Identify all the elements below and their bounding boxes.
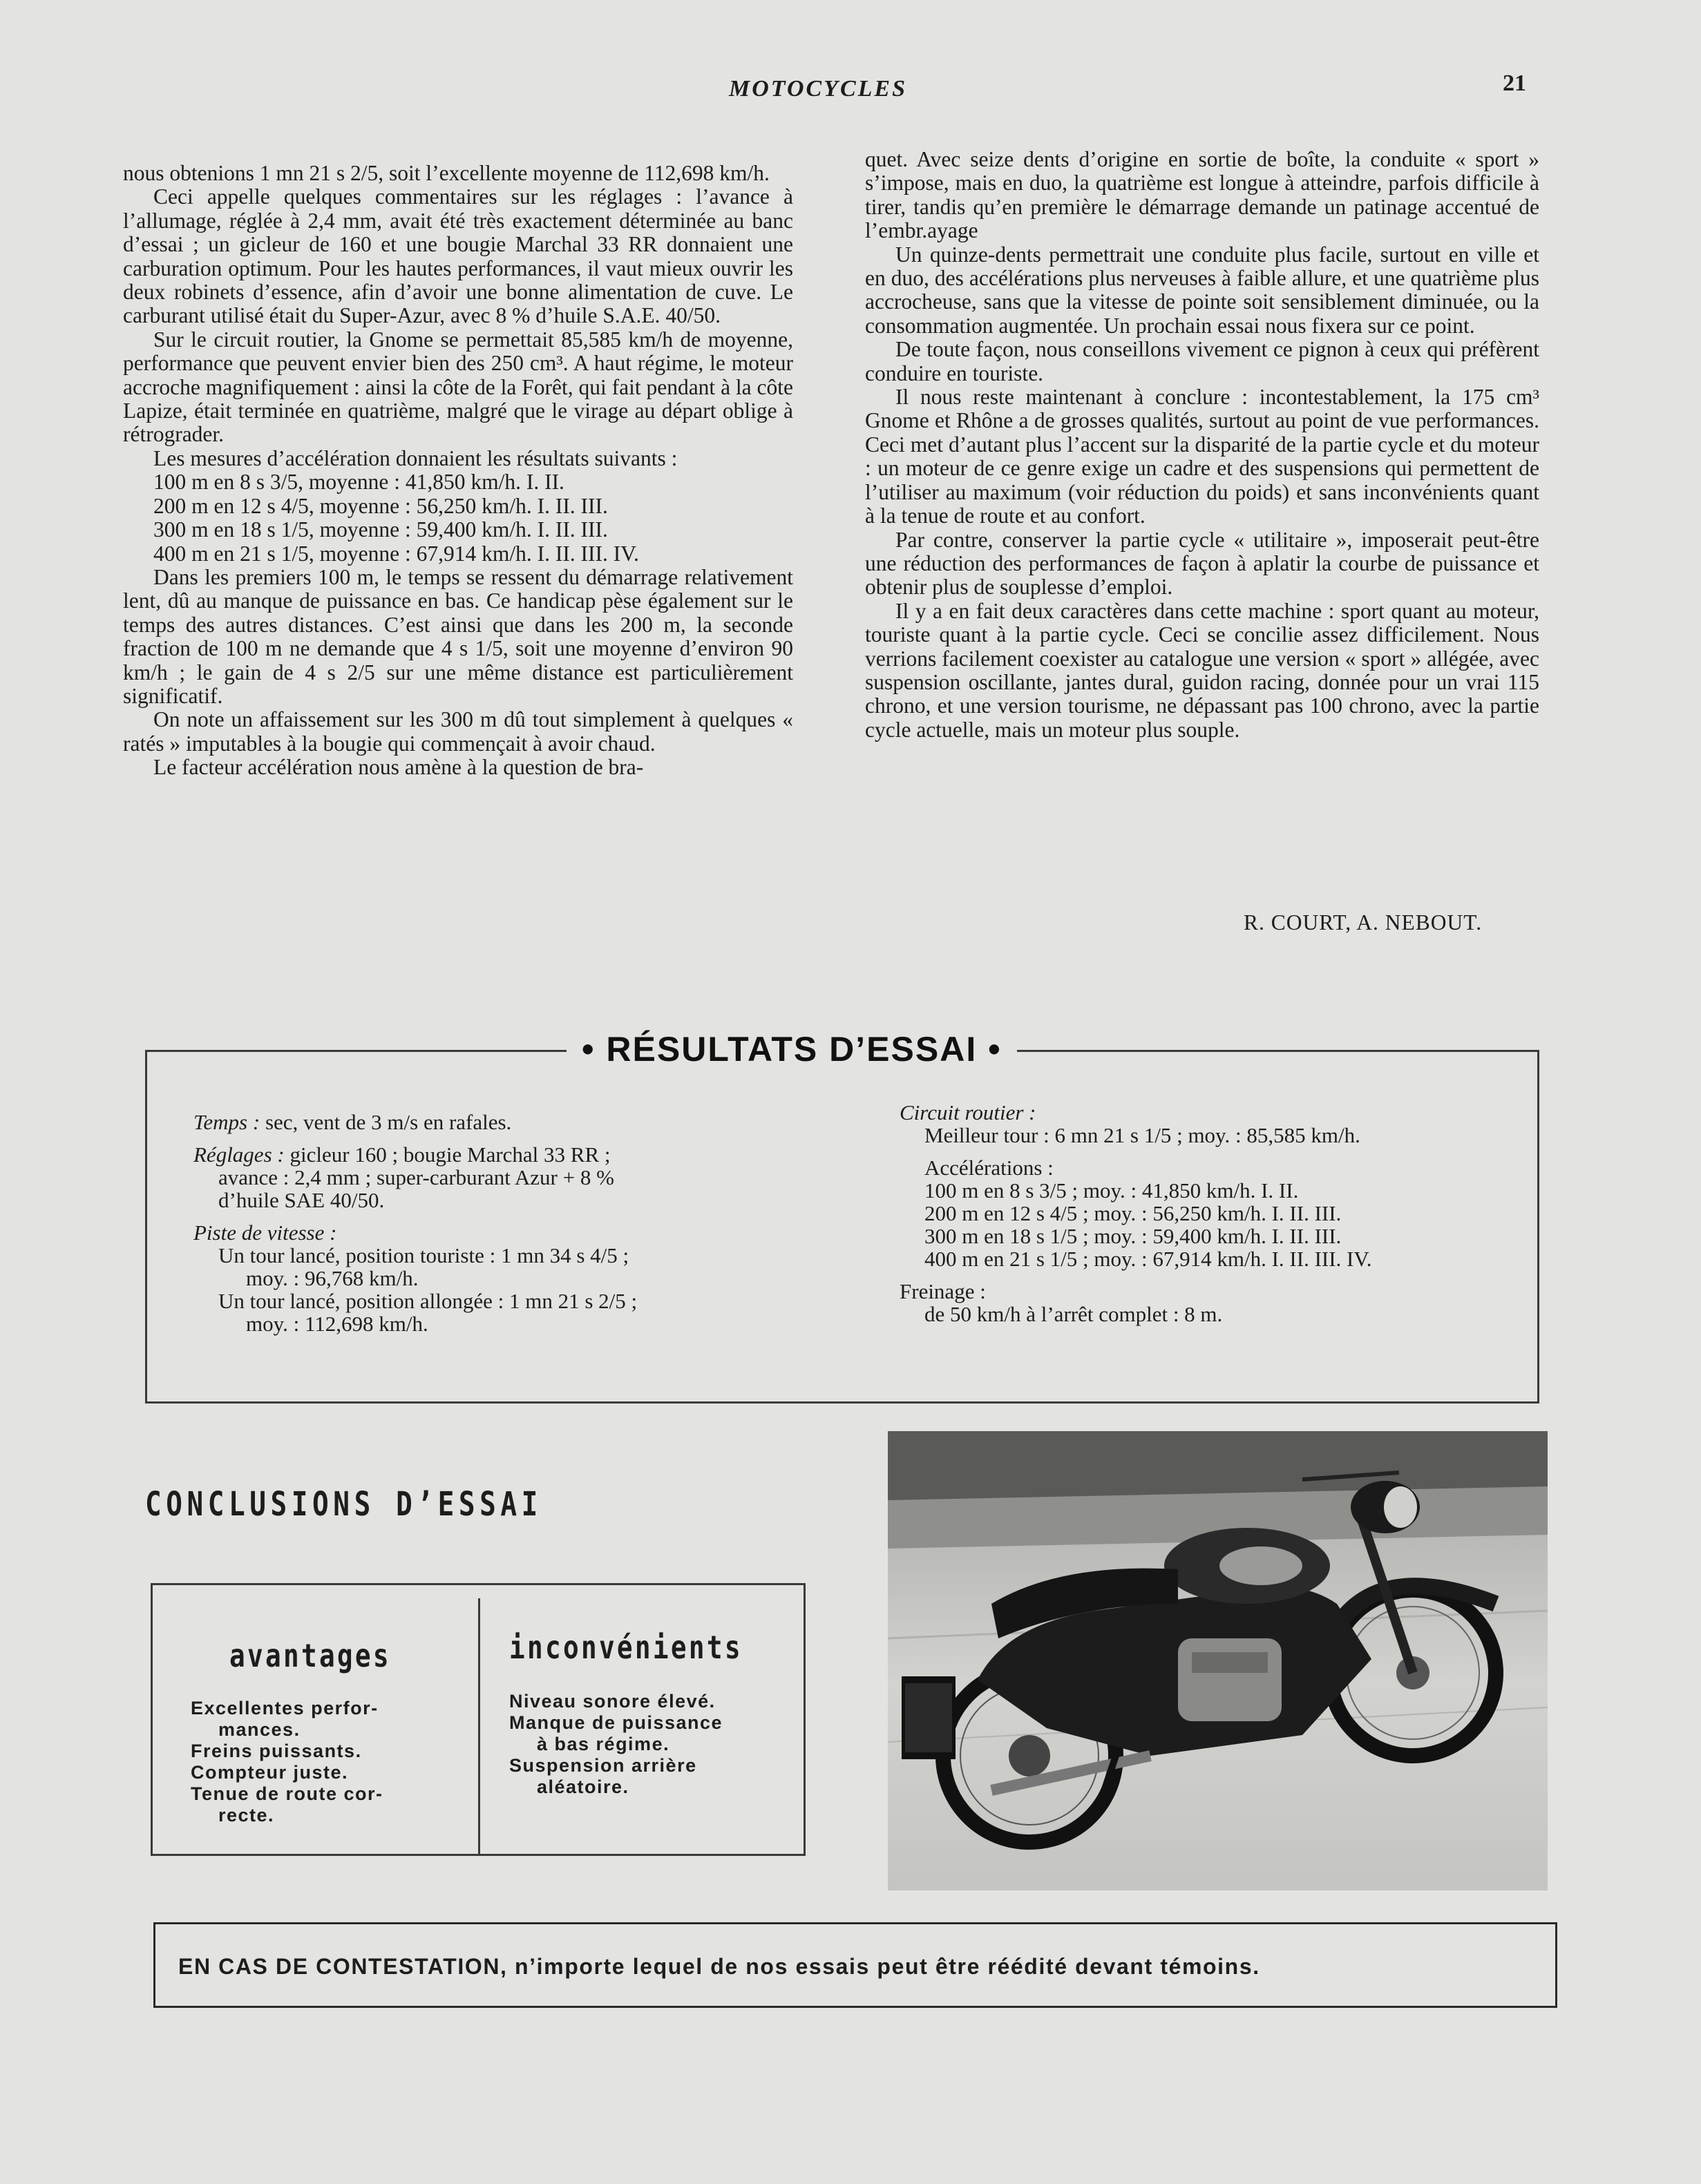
advantages-heading: avantages <box>229 1637 391 1674</box>
list-item: Niveau sonore élevé. <box>509 1691 716 1712</box>
list-item: Freins puissants. <box>191 1741 362 1761</box>
results-left-column <box>193 1111 788 1345</box>
article-left-column <box>123 162 793 780</box>
article-signature: R. COURT, A. NEBOUT. <box>1244 910 1483 935</box>
list-item: Excellentes perfor- <box>191 1698 379 1718</box>
paragraph: Dans les premiers 100 m, le temps se ressent du démarrage relativement lent, dû au manque de puissance en bas. Ce handicap pèse également sur le temps des autres distances. C’est ainsi que dans les 200 m, la seconde fraction de 100 m ne demande que 4 s 1/5, soit une moyenne d’environ 90 km/h ; le gain de 4 s 2/5 sur une même distance est particulièrement significatif. <box>123 564 793 708</box>
motorcycle-illustration <box>888 1431 1548 1890</box>
piste-line: Un tour lancé, position touriste : 1 mn 34 s 4/5 ; <box>218 1243 629 1267</box>
freinage-label: Freinage : <box>900 1279 986 1303</box>
advantages-list <box>191 1698 467 1826</box>
piste-line: moy. : 112,698 km/h. <box>246 1312 428 1336</box>
paragraph: Ceci appelle quelques commentaires sur les réglages : l’avance à l’allumage, réglée à 2,4 mm, avait été très exactement déterminée au banc d’essai ; un gicleur de 160 et une bougie Marchal 33 RR donnaient une carburation optimum. Pour les hautes performances, il vaut mieux ouvrir les deux robinets d’essence, afin d’avoir une bonne alimentation de cuve. Le carburant utilisé était du Super-Azur, avec 8 % d’huile S.A.E. 40/50. <box>123 184 793 328</box>
accel-line: 300 m en 18 s 1/5 ; moy. : 59,400 km/h. I. II. III. <box>924 1224 1342 1248</box>
piste-line: moy. : 96,768 km/h. <box>246 1266 419 1290</box>
acceleration-line: 300 m en 18 s 1/5, moyenne : 59,400 km/h. I. II. III. <box>153 517 608 542</box>
accel-line: 200 m en 12 s 4/5 ; moy. : 56,250 km/h. I. II. III. <box>924 1201 1342 1225</box>
freinage-line: de 50 km/h à l’arrêt complet : 8 m. <box>924 1302 1223 1326</box>
paragraph: nous obtenions 1 mn 21 s 2/5, soit l’excellente moyenne de 112,698 km/h. <box>123 161 770 185</box>
paragraph: Il nous reste maintenant à conclure : incontestablement, la 175 cm³ Gnome et Rhône a de grosses qualités, surtout au point de vue performances. Ceci met d’autant plus l’accent sur la disparité de la partie cycle et du moteur : un moteur de ce genre exige un cadre et des suspensions qui permettent de l’utiliser au maximum (voir réduction du poids) et sans inconvénients quant à la tenue de route et au confort. <box>865 385 1539 528</box>
notice-rest: n’importe lequel de nos essais peut être réédité devant témoins. <box>507 1954 1260 1979</box>
acceleration-line: 200 m en 12 s 4/5, moyenne : 56,250 km/h. I. II. III. <box>153 493 608 518</box>
results-title: • RÉSULTATS D’ESSAI • <box>567 1029 1017 1069</box>
results-right-column <box>900 1101 1521 1335</box>
accel-line: 400 m en 21 s 1/5 ; moy. : 67,914 km/h. I. II. III. IV. <box>924 1247 1372 1271</box>
piste-label: Piste de vitesse : <box>193 1220 337 1245</box>
list-item: Compteur juste. <box>191 1762 349 1783</box>
list-item: à bas régime. <box>537 1734 670 1754</box>
drawbacks-heading: inconvénients <box>509 1629 743 1666</box>
paragraph: quet. Avec seize dents d’origine en sortie de boîte, la conduite « sport » s’impose, mais en duo, la quatrième est longue à atteindre, parfois difficile à tirer, tandis qu’en première le démarrage demande un patinage accentué de l’embr.ayage <box>865 147 1539 243</box>
conclusions-divider <box>478 1598 480 1854</box>
notice-bold: EN CAS DE CONTESTATION, <box>178 1954 508 1979</box>
drawbacks-list <box>509 1691 799 1798</box>
accel-line: 100 m en 8 s 3/5 ; moy. : 41,850 km/h. I. II. <box>924 1178 1299 1203</box>
temps-value: sec, vent de 3 m/s en rafales. <box>265 1110 512 1134</box>
temps-label: Temps : <box>193 1110 260 1134</box>
list-item: Tenue de route cor- <box>191 1783 383 1804</box>
reglages-label: Réglages : <box>193 1142 285 1167</box>
acceleration-line: 400 m en 21 s 1/5, moyenne : 67,914 km/h. I. II. III. IV. <box>153 541 639 566</box>
accel-label: Accélérations : <box>924 1156 1054 1180</box>
list-item: Manque de puissance <box>509 1712 723 1733</box>
reglages-value: d’huile SAE 40/50. <box>218 1188 385 1212</box>
page-number: 21 <box>1503 70 1526 96</box>
motorcycle-photo <box>888 1431 1548 1890</box>
reglages-value: avance : 2,4 mm ; super-carburant Azur + 8 % <box>218 1165 614 1189</box>
paragraph: Il y a en fait deux caractères dans cette machine : sport quant au moteur, touriste quant à la partie cycle. Ceci se concilie assez difficilement. Nous verrions facilement coexister au catalogue une version « sport » allégée, avec suspension oscillante, jantes dural, guidon racing, donnée pour un vrai 115 chrono, et une version tourisme, ne dépassant pas 100 chrono, avec la partie cycle actuelle, mais un moteur plus souple. <box>865 598 1539 742</box>
list-item: mances. <box>218 1719 301 1740</box>
paragraph: Les mesures d’accélération donnaient les résultats suivants : <box>153 446 678 470</box>
paragraph: On note un affaissement sur les 300 m dû tout simplement à quelques « ratés » imputables à la bougie qui commençait à avoir chaud. <box>123 707 793 756</box>
conclusions-title: CONCLUSIONS D’ESSAI <box>145 1485 542 1524</box>
circuit-line: Meilleur tour : 6 mn 21 s 1/5 ; moy. : 85,585 km/h. <box>924 1123 1360 1147</box>
reglages-value: gicleur 160 ; bougie Marchal 33 RR ; <box>289 1142 611 1167</box>
notice-text <box>178 1954 1260 1980</box>
piste-line: Un tour lancé, position allongée : 1 mn 21 s 2/5 ; <box>218 1289 638 1313</box>
paragraph: Un quinze-dents permettrait une conduite plus facile, surtout en ville et en duo, des accélérations plus nerveuses à faible allure, et une quatrième plus accrocheuse, sans que la vitesse de pointe soit sensiblement diminuée, ou la consommation augmentée. Un prochain essai nous fixera sur ce point. <box>865 242 1539 338</box>
paragraph: Le facteur accélération nous amène à la question de bra- <box>153 755 644 780</box>
list-item: recte. <box>218 1805 275 1826</box>
list-item: Suspension arrière <box>509 1755 697 1776</box>
paragraph: Par contre, conserver la partie cycle « utilitaire », imposerait peut-être une réduction des performances de façon à aplatir la courbe de puissance et obtenir plus de souplesse d’emploi. <box>865 527 1539 600</box>
running-title: MOTOCYCLES <box>729 76 907 102</box>
list-item: aléatoire. <box>537 1776 629 1797</box>
paragraph: De toute façon, nous conseillons vivement ce pignon à ceux qui préfèrent conduire en touriste. <box>865 337 1539 385</box>
circuit-label: Circuit routier : <box>900 1100 1036 1124</box>
article-right-column <box>865 148 1539 742</box>
acceleration-line: 100 m en 8 s 3/5, moyenne : 41,850 km/h. I. II. <box>153 470 564 495</box>
paragraph: Sur le circuit routier, la Gnome se permettait 85,585 km/h de moyenne, performance que peuvent envier bien des 250 cm³. A haut régime, le moteur accroche magnifiquement : ainsi la côte de la Forêt, qui fait pendant à la côte Lapize, était terminée en quatrième, malgré que le virage au départ oblige à rétrograder. <box>123 327 793 447</box>
